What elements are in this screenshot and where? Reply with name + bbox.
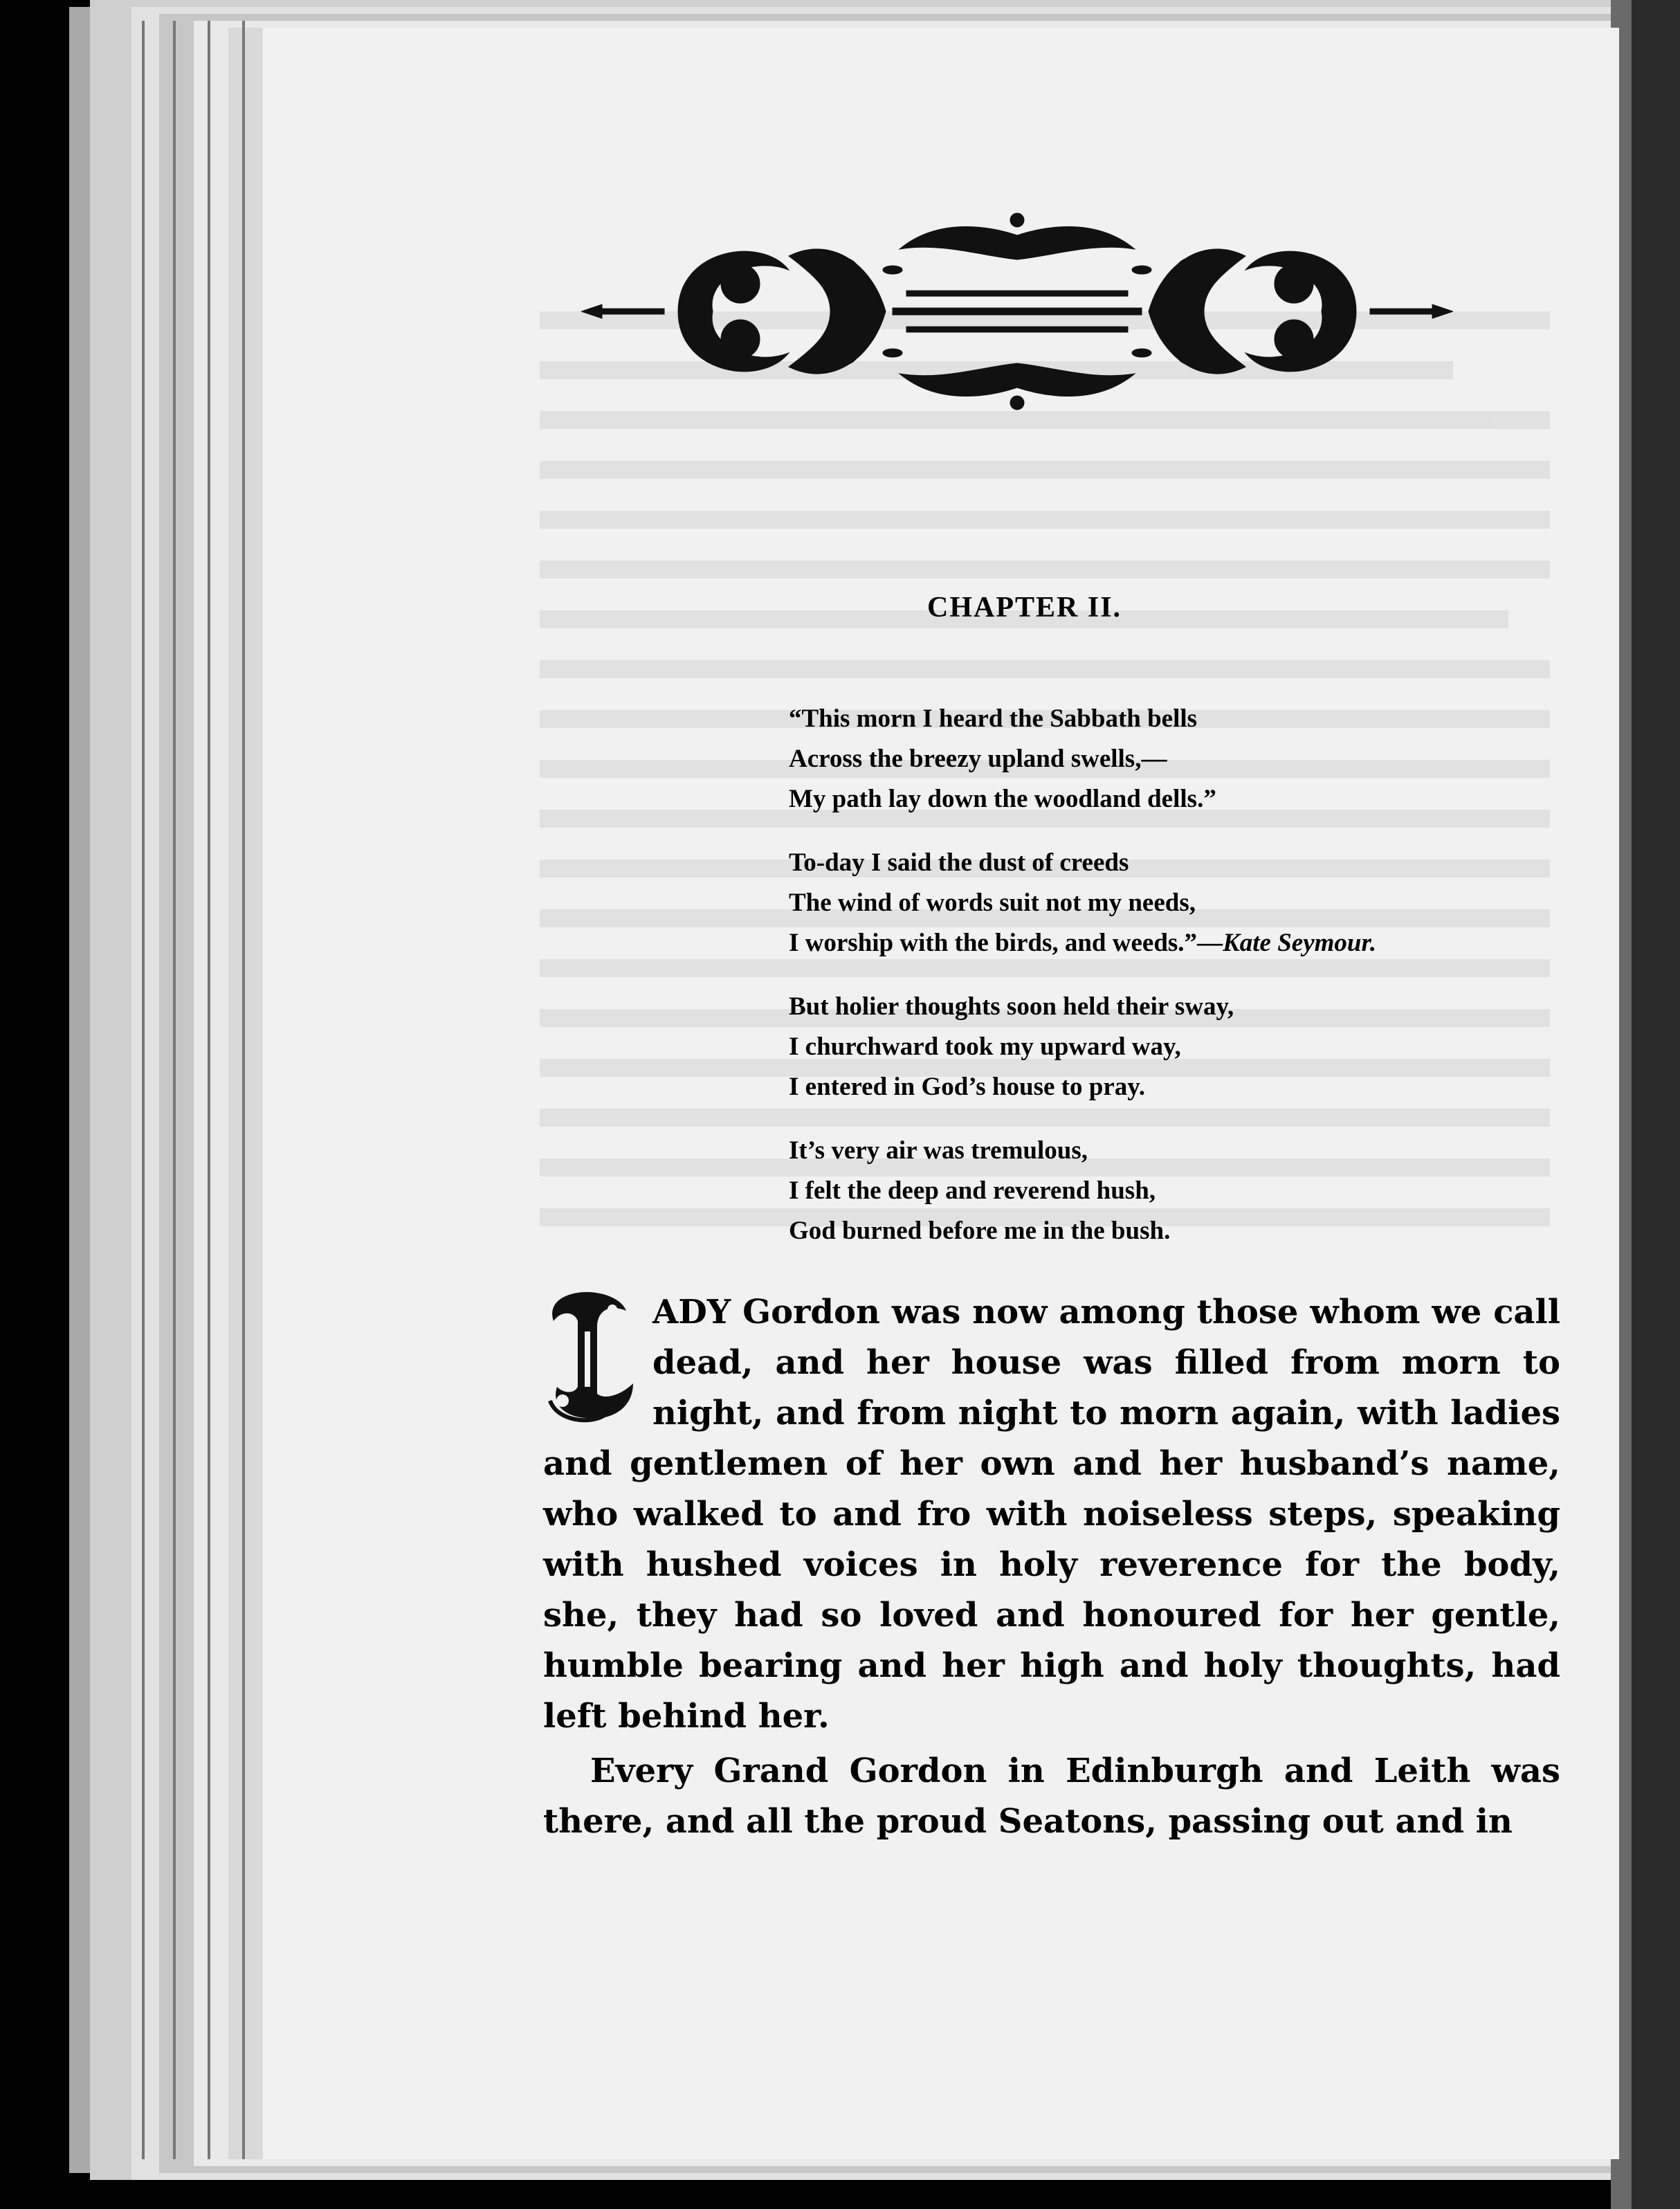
epigraph-poem (789, 699, 1578, 1275)
page-edge-line (173, 21, 176, 2159)
poem-stanza (789, 843, 1578, 963)
chapter-title: CHAPTER II. (927, 592, 1122, 624)
book-gutter (1632, 0, 1680, 2209)
poem-author: Kate Seymour. (1223, 929, 1377, 957)
poem-line: Across the breezy upland swells,— (789, 745, 1167, 773)
poem-line: It’s very air was tremulous, (789, 1136, 1088, 1165)
page-edge-line (142, 21, 145, 2159)
decorative-drop-cap-icon (543, 1290, 640, 1425)
poem-line-attributed (789, 923, 1578, 963)
ornament-headpiece-icon (581, 208, 1453, 415)
page-edge-line (242, 21, 245, 2159)
chapter-body (543, 1287, 1560, 1851)
body-paragraph: Every Grand Gordon in Edinburgh and Leith was there, and all the proud Seatons, passing out and in (543, 1752, 1560, 1841)
poem-line: “This morn I heard the Sabbath bells (789, 704, 1198, 733)
poem-stanza (789, 1131, 1578, 1251)
poem-line: But holier thoughts soon held their sway, (789, 992, 1234, 1021)
poem-line: I felt the deep and reverend hush, (789, 1176, 1156, 1205)
poem-line: I churchward took my upward way, (789, 1033, 1181, 1061)
poem-stanza (789, 699, 1578, 819)
page-edge-line (208, 21, 210, 2159)
paragraph-text: ADY Gordon was now among those whom we call dead, and her house was filled from morn to night, and from night to morn again, with ladies and gentlemen of her own and her husband’s name, who walked to and fro with noiseless steps, speaking with hushed voices in holy reverence for the body, she, they had so loved and honoured for her gentle, humble bearing and her high and holy thoughts, had left behind her. (543, 1293, 1560, 1736)
body-paragraph (543, 1287, 1560, 1742)
poem-line: I entered in God’s house to pray. (789, 1073, 1145, 1101)
poem-line-text: I worship with the birds, and weeds.”— (789, 929, 1223, 957)
poem-line: My path lay down the woodland dells.” (789, 785, 1216, 813)
poem-line: The wind of words suit not my needs, (789, 889, 1196, 917)
poem-line: To-day I said the dust of creeds (789, 848, 1129, 877)
poem-line: God burned before me in the bush. (789, 1217, 1171, 1245)
poem-stanza (789, 987, 1578, 1107)
